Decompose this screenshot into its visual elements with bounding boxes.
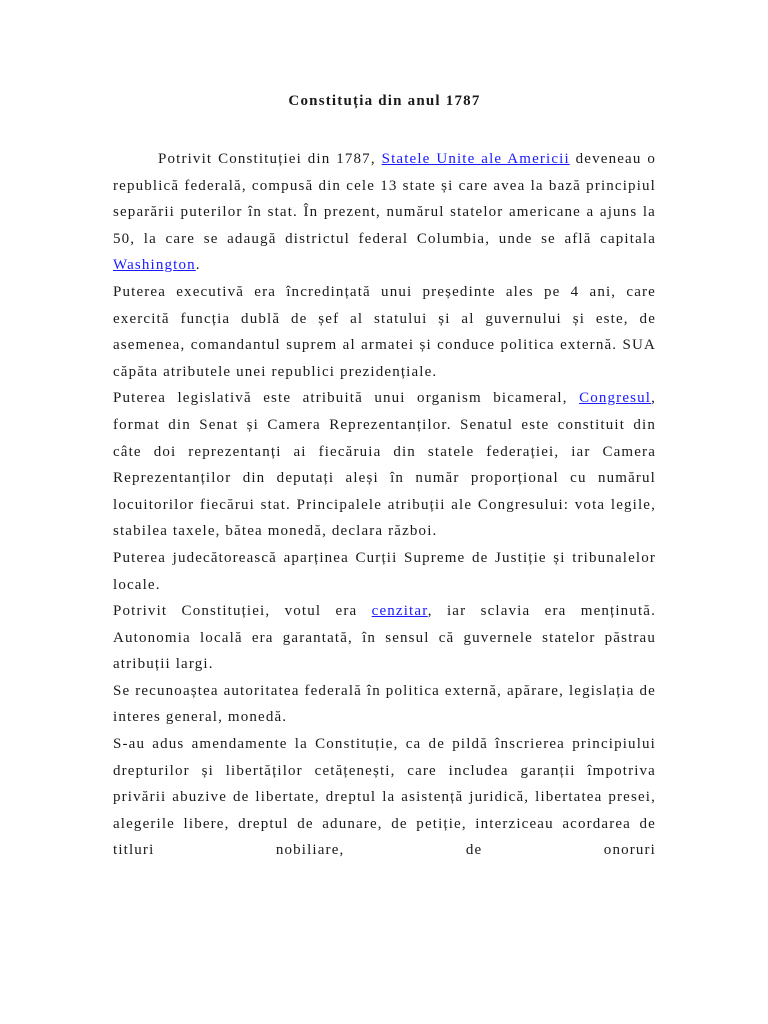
link-statele-unite[interactable]: Statele Unite ale Americii: [381, 151, 570, 167]
paragraph-5-text-b: , iar sclavia era menținută. Autonomia locală era garantată, în sensul că guvernele statelor păstrau atribuții largi.: [113, 603, 657, 673]
document-title: Constituția din anul 1787: [288, 93, 481, 109]
paragraph-4: Puterea judecătorească aparținea Curții Supreme de Justiție și tribunalelor locale.: [113, 549, 656, 593]
paragraph-2: Puterea executivă era încredințată unui președinte ales pe 4 ani, care exercită funcția dublă de șef al statului și al guvernului și este, de asemenea, comandantul suprem al armatei și conduce politica externă. SUA căpăta atributele unei republici prezidențiale.: [113, 283, 656, 380]
paragraph-3-text-b: , format din Senat și Camera Reprezentanților. Senatul este constituit din câte doi reprezentanți ai fiecăruia din statele federației, iar Camera Reprezentanților din deputați aleși în număr proporțional cu numărul locuitorilor fiecărui stat. Principalele atribuții ale Congresului: vota legile, stabilea taxele, bătea monedă, declara război.: [113, 390, 656, 540]
paragraph-3: [113, 385, 656, 545]
paragraph-6: Se recunoaștea autoritatea federală în politica externă, apărare, legislația de interes general, monedă.: [113, 682, 656, 726]
paragraph-1-text-c: .: [195, 257, 201, 274]
paragraph-5: [113, 598, 656, 678]
paragraph-7: S-au adus amendamente la Constituție, ca de pildă înscrierea principiului drepturilor și libertăților cetățenești, care includea garanții împotriva privării abuzive de libertate, dreptul la asistență juridică, libertatea presei, alegerile libere, dreptul de adunare, de petiție, interziceau acordarea de titluri nobiliare, de onoruri: [113, 736, 656, 859]
link-cenzitar[interactable]: cenzitar: [371, 603, 428, 620]
link-congresul[interactable]: Congresul: [579, 390, 652, 407]
paragraph-1: [113, 146, 656, 279]
paragraph-3-text-a: Puterea legislativă este atribuită unui organism bicameral,: [113, 390, 580, 407]
paragraph-5-text-a: Potrivit Constituției, votul era: [113, 603, 372, 620]
document-page: [113, 88, 656, 864]
link-washington[interactable]: Washington: [113, 257, 196, 274]
paragraph-1-text-b: deveneau o republică federală, compusă din cele 13 state și care avea la bază principiul separării puterilor în stat. În prezent, numărul statelor americane a ajuns la 50, la care se adaugă districtul federal Columbia, unde se află capitala: [113, 151, 656, 247]
paragraph-1-text-a: Potrivit Constituției din 1787,: [158, 151, 382, 167]
